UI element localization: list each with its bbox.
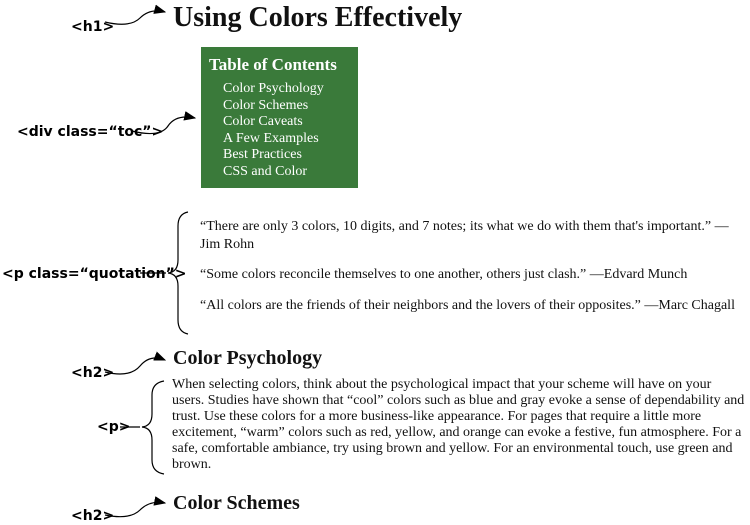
quotation-1: “There are only 3 colors, 10 digits, and 7 notes; its what we do with them that's important.” —Jim Rohn bbox=[200, 219, 729, 252]
toc-item: Color Caveats bbox=[223, 114, 303, 129]
section-heading-color-psychology: Color Psychology bbox=[173, 347, 323, 369]
toc-list bbox=[209, 81, 358, 180]
section-heading-color-schemes: Color Schemes bbox=[173, 492, 300, 514]
label-h1: <h1> bbox=[71, 19, 115, 35]
toc-item: Color Schemes bbox=[223, 97, 309, 113]
label-h2-second: <h2> bbox=[71, 508, 115, 524]
page-title: Using Colors Effectively bbox=[173, 2, 463, 33]
toc-item: A Few Examples bbox=[223, 130, 319, 146]
toc-title: Table of Contents bbox=[209, 55, 337, 74]
toc-item: Color Psychology bbox=[223, 81, 324, 96]
toc-item: Best Practices bbox=[223, 147, 302, 162]
label-toc: <div class=“toc”> bbox=[17, 124, 164, 140]
toc-box bbox=[201, 47, 358, 188]
section-paragraph: When selecting colors, think about the psychological impact that your scheme will have on your users. Studies have shown that “cool” colors such as blue and gray evoke a sense of dependability and trust. Use these colors for a more business-like appearance. For pages that require a little more excitement, “warm” colors such as red, yellow, and orange can evoke a festive, fun atmosphere. For a safe, comfortable ambiance, try using brown and yellow. For an environmental touch, use green and brown. bbox=[172, 377, 745, 472]
label-h2-first: <h2> bbox=[71, 365, 115, 381]
label-p: <p> bbox=[97, 419, 131, 435]
brace-p bbox=[142, 381, 164, 474]
toc-item: CSS and Color bbox=[223, 163, 308, 179]
quotation-3: “All colors are the friends of their neighbors and the lovers of their opposites.” —Marc Chagall bbox=[200, 298, 735, 313]
label-quotation: <p class=“quotation”> bbox=[2, 266, 187, 282]
quotation-2: “Some colors reconcile themselves to one another, others just clash.” —Edvard Munch bbox=[200, 267, 688, 282]
